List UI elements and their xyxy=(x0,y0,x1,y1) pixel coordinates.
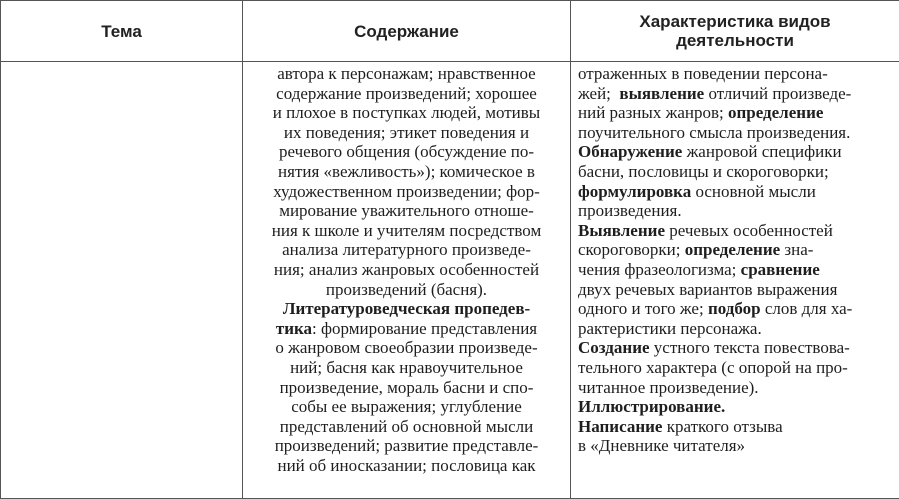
activity-text-part: жей; xyxy=(578,84,619,103)
activity-line: произведения. xyxy=(578,201,892,221)
activity-text-part: чения фразеологизма; xyxy=(578,260,741,279)
activity-line: басни, пословицы и скороговорки; xyxy=(578,162,892,182)
table-row xyxy=(1,62,899,499)
content-cell xyxy=(243,62,571,499)
bold-term: выявление xyxy=(619,84,704,103)
content-line: о жанровом своеобразии произведе- xyxy=(250,338,563,358)
activity-text xyxy=(571,62,899,496)
activity-line: читанное произведение). xyxy=(578,378,892,398)
theme-cell-text xyxy=(1,62,242,496)
content-line: ния; анализ жанровых особенностей xyxy=(250,260,563,280)
content-line: произведение, мораль басни и спо- xyxy=(250,378,563,398)
activity-line: в «Дневнике читателя» xyxy=(578,436,892,456)
activity-text-part: скороговорки; xyxy=(578,240,685,259)
bold-term: формулировка xyxy=(578,182,691,201)
content-line: речевого общения (обсуждение по- xyxy=(250,142,563,162)
content-line: ний; басня как нравоучительное xyxy=(250,358,563,378)
bold-term: Создание xyxy=(578,338,650,357)
activity-text-part: основной мысли xyxy=(691,182,816,201)
activity-line xyxy=(578,84,892,104)
content-line: произведений (басня). xyxy=(250,280,563,300)
activity-text-part: краткого отзыва xyxy=(662,417,782,436)
activity-text-part: устного текста повествова- xyxy=(650,338,850,357)
activity-line: поучительного смысла произведения. xyxy=(578,123,892,143)
content-line: собы ее выражения; углубление xyxy=(250,397,563,417)
content-line: анализа литературного произведе- xyxy=(250,240,563,260)
content-line: мирование уважительного отноше- xyxy=(250,201,563,221)
content-line: автора к персонажам; нравственное xyxy=(250,64,563,84)
content-line xyxy=(250,319,563,339)
activity-line xyxy=(578,240,892,260)
content-line xyxy=(250,299,563,319)
bold-term: Выявление xyxy=(578,221,665,240)
content-line: нятия «вежливость»); комическое в xyxy=(250,162,563,182)
bold-term: Литературоведческая пропедев- xyxy=(283,299,530,318)
header-activity-line1: Характеристика видов xyxy=(571,12,899,31)
content-line: ний об иносказании; пословица как xyxy=(250,456,563,476)
activity-cell xyxy=(571,62,899,499)
activity-text-part: жанровой специфики xyxy=(682,142,841,161)
bold-term: определение xyxy=(685,240,780,259)
bold-term: тика xyxy=(276,319,312,338)
header-activity-line2: деятельности xyxy=(571,31,899,50)
content-line: художественном произведении; фор- xyxy=(250,182,563,202)
activity-text-part: ний разных жанров; xyxy=(578,103,728,122)
activity-line xyxy=(578,221,892,241)
activity-line: отраженных в поведении персона- xyxy=(578,64,892,84)
bold-term: подбор xyxy=(708,299,761,318)
bold-term: Иллюстрирование. xyxy=(578,397,725,416)
content-line-rest: : формирование представления xyxy=(312,319,537,338)
activity-line xyxy=(578,142,892,162)
activity-line xyxy=(578,338,892,358)
header-content: Содержание xyxy=(243,1,571,62)
activity-text-part: отличий произведе- xyxy=(704,84,851,103)
activity-line xyxy=(578,299,892,319)
content-line: ния к школе и учителям посредством xyxy=(250,221,563,241)
bold-term: определение xyxy=(728,103,823,122)
content-line: представлений об основной мысли xyxy=(250,417,563,437)
theme-cell xyxy=(1,62,243,499)
header-theme: Тема xyxy=(1,1,243,62)
content-text xyxy=(243,62,570,496)
bold-term: Обнаружение xyxy=(578,142,682,161)
activity-text-part: слов для ха- xyxy=(761,299,853,318)
content-line: содержание произведений; хорошее xyxy=(250,84,563,104)
content-line: произведений; развитие представле- xyxy=(250,436,563,456)
activity-line xyxy=(578,397,892,417)
activity-line: рактеристики персонажа. xyxy=(578,319,892,339)
activity-line xyxy=(578,260,892,280)
bold-term: сравнение xyxy=(741,260,820,279)
content-line: и плохое в поступках людей, мотивы xyxy=(250,103,563,123)
bold-term: Написание xyxy=(578,417,662,436)
activity-text-part: речевых особенностей xyxy=(665,221,833,240)
activity-text-part: зна- xyxy=(780,240,813,259)
activity-line xyxy=(578,103,892,123)
header-row xyxy=(1,1,899,62)
activity-line: двух речевых вариантов выражения xyxy=(578,280,892,300)
activity-line xyxy=(578,417,892,437)
activity-line: тельного характера (с опорой на про- xyxy=(578,358,892,378)
header-activity xyxy=(571,1,899,62)
activity-line xyxy=(578,182,892,202)
content-line: их поведения; этикет поведения и xyxy=(250,123,563,143)
activity-text-part: одного и того же; xyxy=(578,299,708,318)
